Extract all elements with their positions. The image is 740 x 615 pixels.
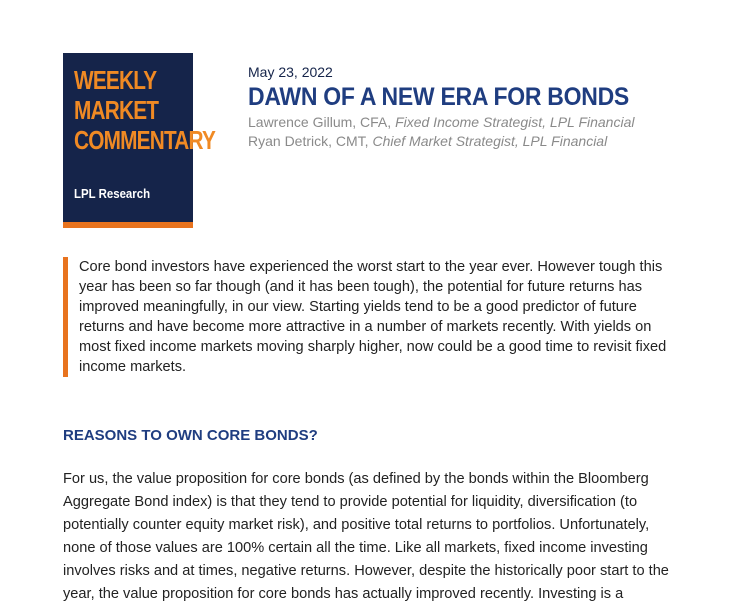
author-role: Fixed Income Strategist, LPL Financial [395,114,635,130]
weekly-market-commentary-logo [63,53,216,228]
body-paragraph: For us, the value proposition for core bonds (as defined by the bonds within the Bloomberg Aggregate Bond index) is that they tend to provide potential for liquidity, diversification (to potentially counter equity market risk), and positive total returns to portfolios. Unfortunately, none of those values are 100% certain all the time. Like all markets, fixed income investing involves risks and at times, negative returns. However, despite the historically poor start to the year, the value proposition for core bonds has actually improved recently. Investing is a [63,471,669,602]
body-section [63,468,678,606]
logo-line-market: MARKET [74,95,159,125]
author-name: Lawrence Gillum, CFA, [248,114,396,130]
logo-line-commentary: COMMENTARY [74,125,216,155]
logo-line-weekly: WEEKLY [74,65,157,95]
author-line [248,132,662,151]
article-title: DAWN OF A NEW ERA FOR BONDS [248,83,629,111]
article-header [248,64,662,151]
summary-text: Core bond investors have experienced the worst start to the year ever. However tough this year has been so far though (and it has been tough), the potential for future returns has improved meaningfully, in our view. Starting yields tend to be a good predictor of future returns and have become more attractive in a number of markets recently. With yields on most fixed income markets moving sharply higher, now could be a good time to revisit fixed income markets. [79,259,667,375]
logo-title [74,65,215,155]
summary-callout [63,257,673,377]
author-line [248,113,662,132]
publication-date: May 23, 2022 [248,64,333,80]
author-role: Chief Market Strategist, LPL Financial [372,133,608,149]
logo-subtitle: LPL Research [74,186,151,201]
author-name: Ryan Detrick, CMT, [248,133,373,149]
section-heading: REASONS TO OWN CORE BONDS? [63,427,318,444]
